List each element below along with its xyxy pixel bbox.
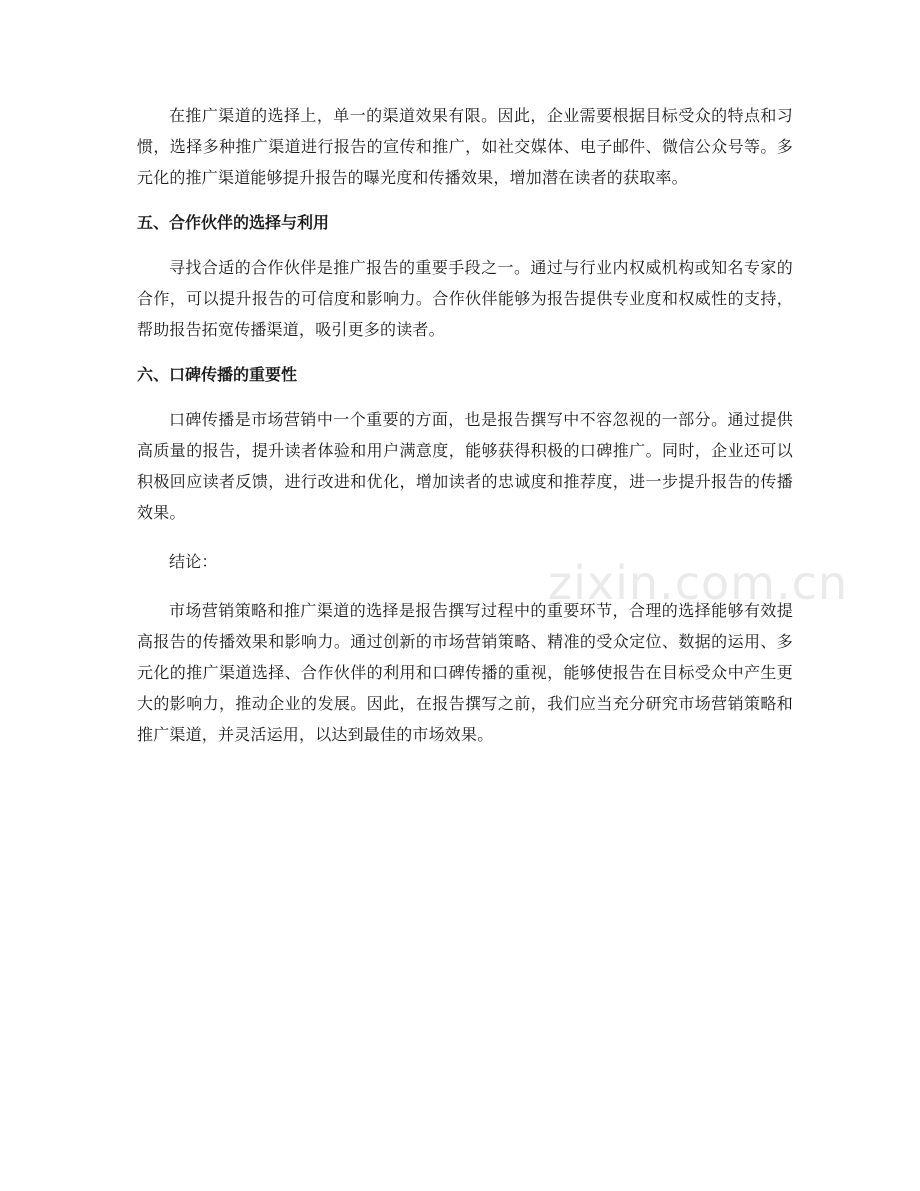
paragraph-channels: 在推广渠道的选择上，单一的渠道效果有限。因此，企业需要根据目标受众的特点和习惯，选择多种推广渠道进行报告的宣传和推广，如社交媒体、电子邮件、微信公众号等。多元化的推广渠道能够提升报告的曝光度和传播效果，增加潜在读者的获取率。 <box>137 106 793 187</box>
document-page <box>137 100 793 750</box>
watermark-text: zixin.com.cn <box>548 556 849 610</box>
paragraph-word-of-mouth: 口碑传播是市场营销中一个重要的方面，也是报告撰写中不容忽视的一部分。通过提供高质量的报告，提升读者体验和用户满意度，能够获得积极的口碑推广。同时，企业还可以积极回应读者反馈，进行改进和优化，增加读者的忠诚度和推荐度，进一步提升报告的传播效果。 <box>137 410 793 522</box>
paragraph-conclusion: 市场营销策略和推广渠道的选择是报告撰写过程中的重要环节，合理的选择能够有效提高报告的传播效果和影响力。通过创新的市场营销策略、精准的受众定位、数据的运用、多元化的推广渠道选择、合作伙伴的利用和口碑传播的重视，能够使报告在目标受众中产生更大的影响力，推动企业的发展。因此，在报告撰写之前，我们应当充分研究市场营销策略和推广渠道，并灵活运用，以达到最佳的市场效果。 <box>137 601 793 744</box>
heading-section-6: 六、口碑传播的重要性 <box>137 365 298 384</box>
paragraph-partners: 寻找合适的合作伙伴是推广报告的重要手段之一。通过与行业内权威机构或知名专家的合作，可以提升报告的可信度和影响力。合作伙伴能够为报告提供专业度和权威性的支持，帮助报告拓宽传播渠道，吸引更多的读者。 <box>137 258 793 339</box>
conclusion-label: 结论： <box>169 552 218 571</box>
heading-section-5: 五、合作伙伴的选择与利用 <box>137 213 330 232</box>
